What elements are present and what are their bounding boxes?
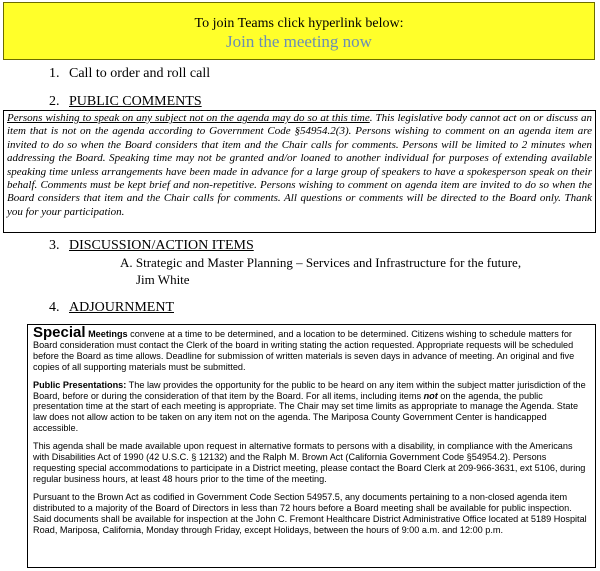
banner-instruction: To join Teams click hyperlink below: bbox=[194, 16, 404, 31]
item-label: DISCUSSION/ACTION ITEMS bbox=[69, 238, 254, 253]
agenda-item-3 bbox=[49, 237, 254, 254]
special-meetings-text: convene at a time to be determined, and a location to be determined. Citizens wishing to schedule matters for Board consideration must contact the Clerk of the board in writing stating the action requested. Appropriate requests will be scheduled before the Board as time allows. Deadline for submission of written materials is seven days in advance of meeting. An original and five copies of all supporting materials must be submitted. bbox=[33, 329, 575, 372]
public-comments-lead: Persons wishing to speak on any subject not on the agenda may do so at this time bbox=[7, 112, 370, 124]
special-meetings-paragraph bbox=[33, 324, 589, 373]
item-number: 4. bbox=[49, 300, 60, 315]
public-comments-box bbox=[3, 110, 596, 233]
join-meeting-link[interactable]: Join the meeting now bbox=[226, 32, 372, 51]
teams-banner bbox=[3, 2, 595, 60]
not-emphasis: not bbox=[423, 390, 438, 401]
special-heading: Special bbox=[33, 324, 86, 341]
public-comments-body: . This legislative body cannot act on or discuss an item that is not on the agenda according to Government Code §54954.2(3). Persons wishing to comment on an agenda item are invited to do so when the Board considers that item and the Chair calls for comments. Persons will be limited to 2 minutes when addressing the Board. Speaking time may not be granted and/or loaned to another individual for purposes of extending available speaking time unless arrangements have been made in advance for a large group of speakers to have a spokesperson speak on their behalf. Comments must be kept brief and non-repetitive. Persons wishing to comment on agenda item are invited to do so when the Board considers that item and the Chair calls for comments. All questions or comments will be directed to the Board only. Thank you for your participation. bbox=[7, 112, 593, 218]
meetings-heading: Meetings bbox=[88, 329, 128, 339]
item-label: ADJOURNMENT bbox=[69, 300, 174, 315]
agenda-item-4 bbox=[49, 299, 174, 316]
public-presentations-text-1: The law provides the opportunity for the public to be heard on any item within the subject matter jurisdiction of the Board, before or during the consideration of that item by the Board. For all items, including items bbox=[33, 379, 586, 401]
agenda-item-1 bbox=[49, 65, 210, 82]
item-number: 1. bbox=[49, 66, 60, 81]
brown-act-paragraph: Pursuant to the Brown Act as codified in Government Code Section 54957.5, any documents pertaining to a non-closed agenda item distributed to a majority of the Board of Directors in less than 72 hours before a Board meeting shall be available for public inspection. Said documents shall be available for inspection at the John C. Fremont Healthcare District Administrative Office located at 5189 Hospital Road, Mariposa, California, Monday through Friday, except Holidays, between the hours of 9:00 a.m. and 12:00 p.m. bbox=[33, 491, 587, 535]
discussion-item-a-line2: Jim White bbox=[136, 272, 190, 287]
discussion-item-a-line1: A. Strategic and Master Planning – Services and Infrastructure for the future, bbox=[120, 255, 522, 270]
item-number: 3. bbox=[49, 238, 60, 253]
public-presentations-text-2: on the agenda, the public presentation time at the start of each meeting is appropriate. The Chair may set time limits as appropriate to manage the Agenda. State law does not allow action to be taken on any item not on the agenda. The Mariposa County Government Center is handicapped accessible. bbox=[33, 390, 579, 434]
agenda-item-2 bbox=[49, 93, 202, 110]
item-number: 2. bbox=[49, 94, 60, 109]
ada-paragraph: This agenda shall be made available upon request in alternative formats to persons with a disability, in compliance with the Americans with Disabilities Act of 1990 (42 U.S.C. § 12132) and the Ralph M. Brown Act (California Government Code §54954.2). Persons requesting special accommodations to participate in a District meeting, please contact the Board Clerk at 209-966-3631, ext 5106, during regular business hours, at least 48 hours prior to the time of the meeting. bbox=[33, 441, 586, 484]
public-presentations-paragraph bbox=[33, 380, 589, 435]
public-presentations-heading: Public Presentations: bbox=[33, 379, 127, 390]
item-label: Call to order and roll call bbox=[69, 66, 211, 81]
meeting-notice-box bbox=[27, 324, 596, 568]
item-label: PUBLIC COMMENTS bbox=[69, 94, 202, 109]
